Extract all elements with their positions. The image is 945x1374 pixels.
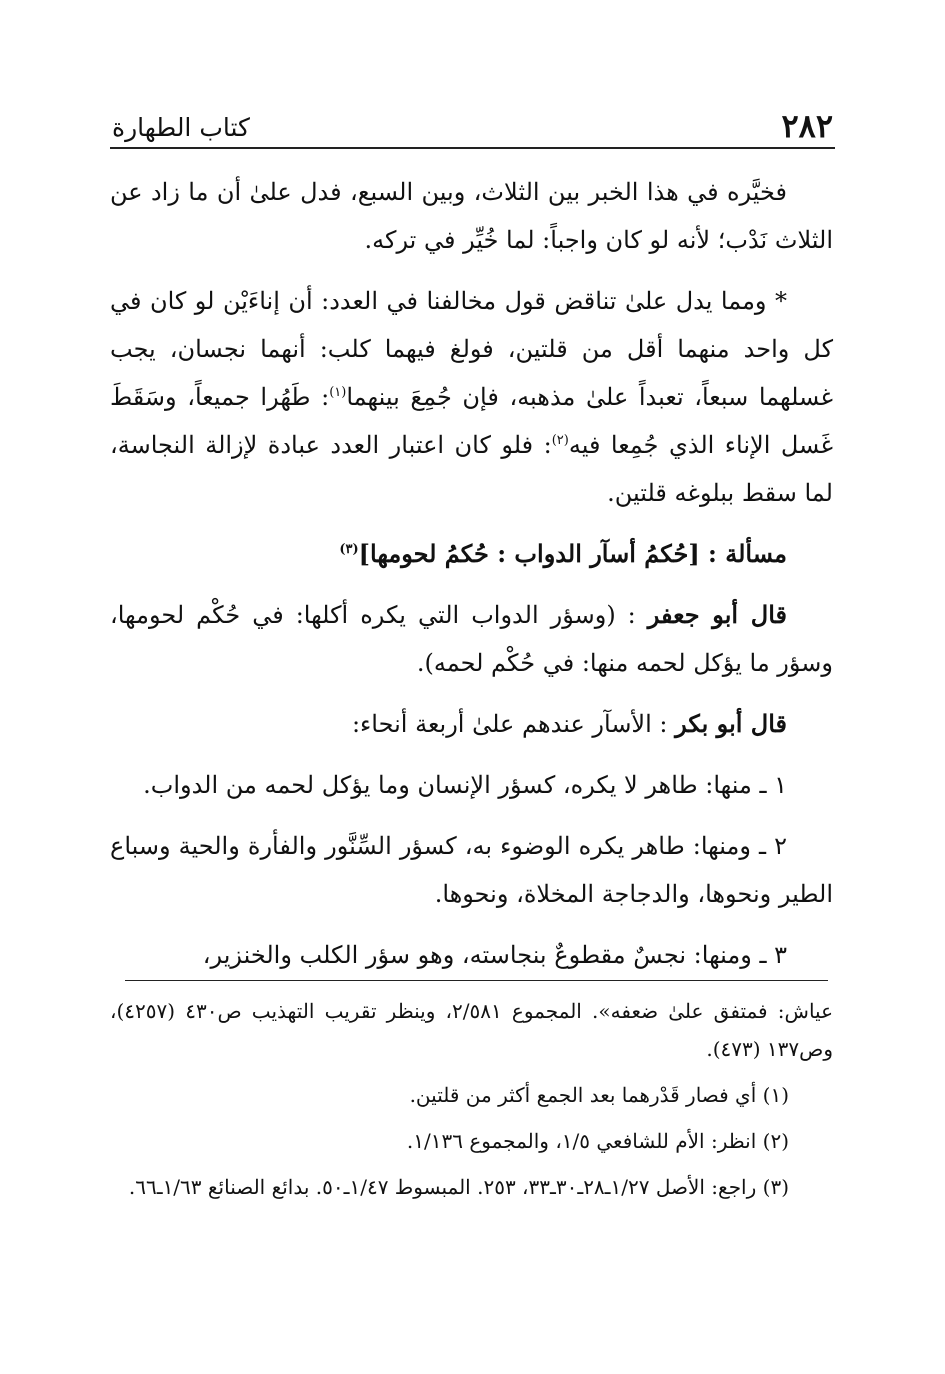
paragraph-abu-jafar bbox=[110, 591, 833, 687]
paragraph-abu-bakr bbox=[110, 700, 833, 748]
footnote-rule bbox=[125, 980, 828, 981]
paragraph-2-part-a: * ومما يدل علىٰ تناقض قول مخالفنا في العدد: أن إناءَيْن لو كان في كل واحد منهما أقل من قلتين، فولغ فيهما كلب: أنهما نجسان، يجب غسلهما سبعاً، تعبداً علىٰ مذهبه، فإن جُمِعَ بينهما bbox=[110, 287, 833, 411]
paragraph-1: فخيَّره في هذا الخبر بين الثلاث، وبين السبع، فدل علىٰ أن ما زاد عن الثلاث نَدْب؛ لأنه لو كان واجباً: لما خُيِّر في تركه. bbox=[110, 178, 833, 254]
paragraph-2 bbox=[110, 277, 833, 517]
main-text bbox=[110, 168, 833, 992]
abu-jafar-quote: : (وسؤر الدواب التي يكره أكلها: في حُكْم لحومها، وسؤر ما يؤكل لحمه منها: في حُكْم لحمه). bbox=[110, 601, 833, 677]
paragraph-2-part-b: : طَهُرا جميعاً، وسَقَطَ غَسل الإناء الذي جُمِعا فيه bbox=[110, 383, 833, 459]
footnote-2: (٢) انظر: الأم للشافعي ١/٥، والمجموع ١/١٣٦. bbox=[406, 1129, 789, 1153]
speaker-abu-bakr: قال أبو بكر bbox=[675, 709, 787, 738]
footnote-ref-3[interactable]: (٣) bbox=[339, 542, 359, 557]
abu-bakr-text: : الأسآر عندهم علىٰ أربعة أنحاء: bbox=[351, 710, 676, 738]
masala-label: مسألة : bbox=[699, 539, 787, 568]
list-item-2: ٢ ـ ومنها: طاهر يكره الوضوء به، كسؤر السِّنَّور والفأرة والحية وسباع الطير ونحوها، والدجاجة المخلاة، ونحوها. bbox=[110, 832, 833, 908]
masala-heading bbox=[110, 530, 833, 578]
footnote-ref-2[interactable]: (٢) bbox=[551, 433, 569, 448]
footnote-3: (٣) راجع: الأصل ١/٢٧ـ٢٨ـ٣٠ـ٣٣، ٢٥٣. المبسوط ١/٤٧ـ٥٠. بدائع الصنائع ١/٦٣ـ٦٦. bbox=[128, 1175, 789, 1199]
list-item-1: ١ ـ منها: طاهر لا يكره، كسؤر الإنسان وما يؤكل لحمه من الدواب. bbox=[143, 771, 787, 799]
masala-title: [حُكمُ أسآر الدواب : حُكمُ لحومها] bbox=[358, 539, 700, 568]
footnote-continuation: عياش: فمتفق علىٰ ضعفه». المجموع ٢/٥٨١، وينظر تقريب التهذيب ص٤٣٠ (٤٢٥٧)، وص١٣٧ (٤٧٣). bbox=[110, 999, 834, 1061]
page-header bbox=[112, 104, 833, 144]
speaker-abu-jafar: قال أبو جعفر bbox=[647, 600, 788, 629]
footnote-1: (١) أي فصار قَدْرهما بعد الجمع أكثر من قلتين. bbox=[409, 1083, 789, 1107]
paragraph-2-part-c: : فلو كان اعتبار العدد عبادة لإزالة النجاسة، لما سقط ببلوغه قلتين. bbox=[110, 431, 833, 507]
footnote-ref-1[interactable]: (١) bbox=[329, 385, 347, 400]
page-number: ٢٨٢ bbox=[781, 107, 833, 145]
running-title: كتاب الطهارة bbox=[112, 113, 250, 142]
header-rule bbox=[110, 147, 835, 149]
list-item-3: ٣ ـ ومنها: نجسٌ مقطوعٌ بنجاسته، وهو سؤر الكلب والخنزير، bbox=[202, 941, 787, 969]
footnotes bbox=[110, 992, 833, 1214]
